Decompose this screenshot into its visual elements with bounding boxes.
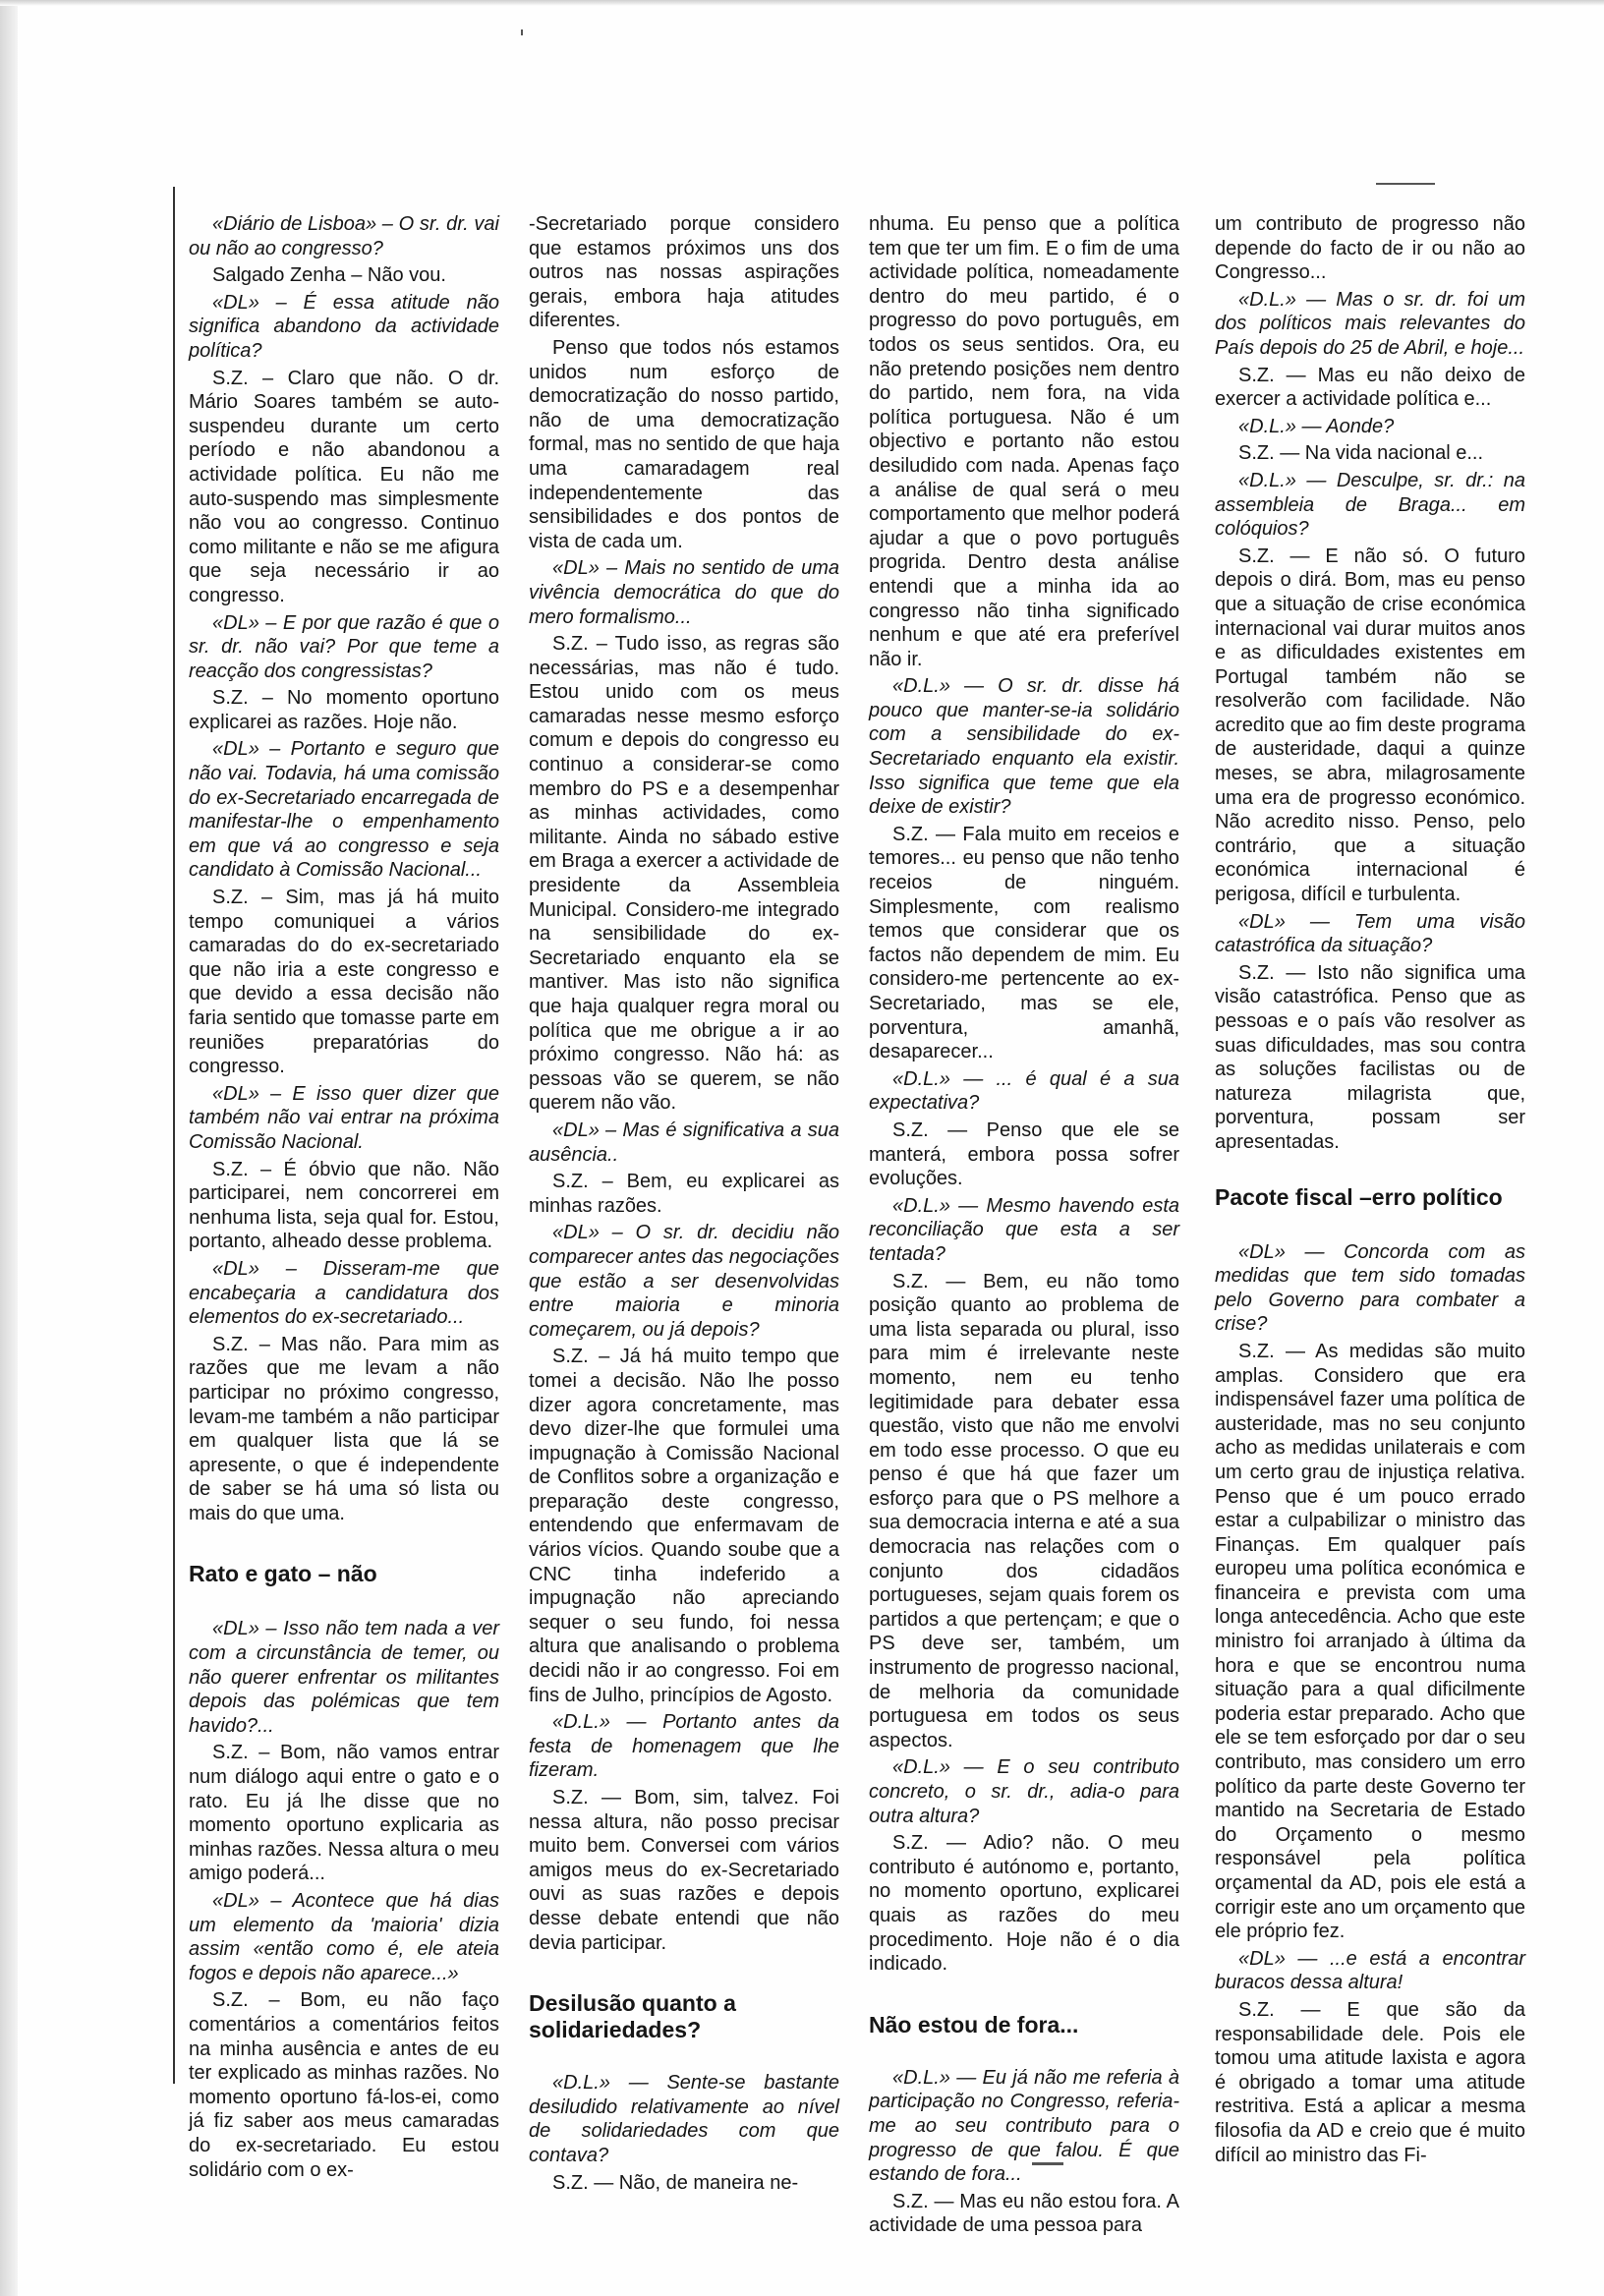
interviewer-question: «D.L.» — Desculpe, sr. dr.: na assembleia de Braga... em colóquios? — [1215, 469, 1525, 541]
continued-answer: nhuma. Eu penso que a política tem que ter um fim. E o fim de uma actividade política, nomeadamente dentro do meu partido, é o progresso do povo português, em todos os seus sentidos. Ora, eu não pretendo posições nem dentro do partido, nem fora, na vida política portuguesa. Não é um objectivo e portanto não estou desiludido com nada. Apenas faço a análise de qual será o meu comportamento que melhor poderá ajudar a que o povo português progrida. Dentro desta análise entendi que a minha ida ao congresso não tinha significado nenhum e que até era preferível não ir. — [869, 213, 1179, 670]
interviewee-answer: S.Z. – No momento oportuno explicarei as razões. Hoje não. — [189, 687, 499, 733]
interviewer-question: «D.L.» — O sr. dr. disse há pouco que manter-se-ia solidário com a sensibilidade do ex-Secretariado enquanto ela existir. Isso significa que teme que ela deixe de existir? — [869, 675, 1179, 819]
interviewer-question: «DL» – É essa atitude não significa abandono da actividade política? — [189, 291, 499, 362]
interviewee-answer: S.Z. — Mas eu não estou fora. A actividade de uma pessoa para — [869, 2190, 1179, 2237]
interviewer-question: «DL» – Mais no sentido de uma vivência democrática do que do mero formalismo... — [529, 557, 839, 628]
interviewee-answer: Salgado Zenha – Não vou. — [212, 264, 446, 287]
interviewer-question: «DL» – Isso não tem nada a ver com a circunstância de temer, ou não querer enfrentar os militantes depois das polémicas que tem havido?... — [189, 1618, 499, 1737]
interviewer-question: «DL» — ...e está a encontrar buracos dessa altura! — [1215, 1947, 1525, 1994]
interviewee-answer: S.Z. — Bem, eu não tomo posição quanto ao problema de uma lista separada ou plural, isso para mim é irrelevante neste momento, nem eu tenho legitimidade para debater essa questão, visto que não me envolvi em todo esse processo. O que eu penso é que há que fazer um esforço para que o PS melhore a sua democracia interna e até a sua democracia nas relações com o conjunto dos cidadãos portugueses, sejam quais forem os partidos a que pertençam; e que o PS deve ser, também, um instrumento de progresso nacional, de melhoria da comunidade portuguesa em todos os seus aspectos. — [869, 1270, 1179, 1751]
section-heading: Pacote fiscal –erro político — [1215, 1183, 1503, 1210]
interviewer-question: «DL» – E por que razão é que o sr. dr. não vai? Por que teme a reacção dos congressistas? — [189, 611, 499, 682]
interviewer-question: «D.L.» — Mesmo havendo esta reconciliação que esta a ser tentada? — [869, 1194, 1179, 1265]
interviewer-question: «DL» — Tem uma visão catastrófica da situação? — [1215, 910, 1525, 957]
article-column-3 — [869, 212, 1179, 2241]
interviewee-answer: S.Z. – Tudo isso, as regras são necessárias, mas não é tudo. Estou unido com os meus camaradas nesse mesmo esforço comum e depois do congresso eu continuo a considerar-se como membro do PS e a desempenhar as minhas actividades, como militante. Ainda no sábado estive em Braga a exercer a actividade de presidente da Assembleia Municipal. Considero-me integrado na sensibilidade do ex-Secretariado enquanto ela se mantiver. Mas isto não significa que haja qualquer regra moral ou política que me obrigue a ir ao próximo congresso. Não há: as pessoas vão se querem, se não querem não vão. — [529, 633, 839, 1115]
interviewee-answer: S.Z. – Sim, mas já há muito tempo comuniquei a vários camaradas do do ex-secretariado que não iria a este congresso e que devido a essa decisão não faria sentido que tomasse parte em reuniões preparatórias do congresso. — [189, 887, 499, 1078]
interviewer-question: «DL» – Disseram-me que encabeçaria a candidatura dos elementos do ex-secretariado... — [189, 1257, 499, 1329]
interviewer-question: «D.L.» — Eu já não me referia à participação no Congresso, referia-me ao seu contributo para o progresso de que falou. É que estando de fora... — [869, 2066, 1179, 2186]
interviewee-answer: S.Z. – Claro que não. O dr. Mário Soares também se auto-suspendeu durante um certo período e não abandonou a actividade política. Eu não me auto-suspendo mas simplesmente não vou ao congresso. Continuo como militante e não se me afigura que seja necessário ir ao congresso. — [189, 367, 499, 606]
interviewer-question: «DL» – Acontece que há dias um elemento da 'maioria' dizia assim «então como é, ele ateia fogos e depois não aparece...» — [189, 1890, 499, 1984]
section-heading: Não estou de fora... — [869, 2011, 1079, 2038]
article-column-4 — [1215, 212, 1525, 2170]
interviewee-answer: S.Z. – Mas não. Para mim as razões que me levam a não participar no próximo congresso, levam-me também a não participar em qualquer lista que lá se apresente, o que é independente de saber se há uma só lista ou mais do que uma. — [189, 1333, 499, 1524]
interviewee-answer: S.Z. – Já há muito tempo que tomei a decisão. Não lhe posso dizer agora concretamente, mas devo dizer-lhe que formulei uma impugnação à Comissão Nacional de Conflitos sobre a organização e preparação deste congresso, entendendo que enfermavam de vários vícios. Quando soube que a CNC tinha indeferido a impugnação não apreciando sequer o seu fundo, foi nessa altura que analisando o problema decidi não ir ao congresso. Foi em fins de Julho, princípios de Agosto. — [529, 1346, 839, 1706]
interviewer-question: «D.L.» — Mas o sr. dr. foi um dos políticos mais relevantes do País depois do 25 de Abril, e hoje... — [1215, 288, 1525, 359]
interviewee-answer: S.Z. — Fala muito em receios e temores... eu penso que não tenho receios de ninguém. Simplesmente, com realismo temos que considerar que os factos não dependem de mim. Eu considero-me pertencente ao ex-Secretariado, mas se ele, porventura, amanhã, desaparecer... — [869, 823, 1179, 1063]
interviewee-answer: Penso que todos nós estamos unidos num esforço de democratização do nosso partido, não de uma democratização formal, mas no sentido de que haja uma camaradagem real independentemente das sensibilidades e dos pontos de vista de cada um. — [529, 336, 839, 552]
interviewer-question: «D.L.» — Aonde? — [1238, 415, 1395, 437]
interviewee-answer: S.Z. – Bem, eu explicarei as minhas razões. — [529, 1171, 839, 1217]
interviewee-answer: S.Z. — Não, de maneira ne- — [552, 2171, 799, 2194]
interviewer-question: «DL» — Concorda com as medidas que tem sido tomadas pelo Governo para combater a crise? — [1215, 1240, 1525, 1336]
scan-speck — [1376, 183, 1435, 185]
interviewee-answer: S.Z. — Mas eu não deixo de exercer a actividade política e... — [1215, 364, 1525, 411]
interviewee-answer: S.Z. — Na vida nacional e... — [1238, 442, 1484, 465]
article-column-1 — [189, 212, 499, 2185]
interviewee-answer: S.Z. — E que são da responsabilidade dele. Pois ele tomou uma atitude laxista e agora é obrigado a tomar uma atitude restritiva. Está a aplicar a mesma filosofia da AD e creio que é muito difícil ao ministro das Fi- — [1215, 1998, 1525, 2166]
interviewee-answer: S.Z. — Adio? não. O meu contributo é autónomo e, portanto, no momento oportuno, explicarei quais as razões do meu procedimento. Hoje não é o dia indicado. — [869, 1832, 1179, 1976]
interviewee-answer: S.Z. — As medidas são muito amplas. Considero que era indispensável fazer uma política de austeridade, mas no seu conjunto acho as medidas unilaterais e com um certo grau de injustiça relativa. Penso que é um pouco errado estar a culpabilizar o ministro das Finanças. Em qualquer país europeu uma política económica e financeira e prevista com uma longa antecedência. Acho que este ministro foi arranjado à última da hora e que se encontrou numa situação para a qual dificilmente poderia estar preparado. Acho que ele se tem esforçado por dar o seu contributo, mas considero um erro político da parte deste Governo ter mantido na Secretaria de Estado do Orçamento o mesmo responsável pela política orçamental da AD, pois ele está a corrigir este ano um orçamento que ele próprio fez. — [1215, 1340, 1525, 1943]
interviewer-question: «DL» – Portanto e seguro que não vai. Todavia, há uma comissão do ex-Secretariado encarregada de manifestar-lhe o empenhamento em que vá ao congresso e seja candidato à Comissão Nacional... — [189, 738, 499, 882]
interviewer-question: «D.L.» — E o seu contributo concreto, o sr. dr., adia-o para outra altura? — [869, 1756, 1179, 1827]
column-rule — [173, 187, 175, 2084]
continued-answer: -Secretariado porque considero que estamos próximos uns dos outros nas nossas aspirações gerais, embora haja atitudes diferentes. — [529, 213, 839, 332]
article-column-2 — [529, 212, 839, 2198]
interviewee-answer: S.Z. — Penso que ele se manterá, embora possa sofrer evoluções. — [869, 1119, 1179, 1190]
scan-page-edge — [0, 0, 18, 2296]
interviewee-answer: S.Z. — E não só. O futuro depois o dirá. Bom, mas eu penso que a situação de crise económica internacional vai durar muitos anos e as dificuldades existentes em Portugal também não se resolverão com facilidade. Não acredito que ao fim deste programa de austeridade, daqui a quinze meses, se abra, milagrosamente uma era de progresso económico. Não acredito nisso. Penso, pelo contrário, que a situação económica internacional é perigosa, difícil e turbulenta. — [1215, 545, 1525, 906]
section-heading: Desilusão quanto a solidariedades? — [529, 1990, 736, 2043]
section-heading: Rato e gato – não — [189, 1561, 377, 1587]
scan-top-edge — [0, 0, 1604, 6]
interviewer-question: «DL» – O sr. dr. decidiu não comparecer antes das negociações que estão a ser desenvolvidas entre maioria e minoria começarem, ou já depois? — [529, 1222, 839, 1341]
interviewee-answer: S.Z. — Bom, sim, talvez. Foi nessa altura, não posso precisar muito bem. Conversei com vários amigos meus do ex-Secretariado ouvi as suas razões e depois desse debate entendi que não devia participar. — [529, 1787, 839, 1954]
interviewee-answer: S.Z. — Isto não significa uma visão catastrófica. Penso que as pessoas e o país vão resolver as suas dificuldades, mas sou contra as soluções facilistas ou de natureza milagrista que, porventura, possam ser apresentadas. — [1215, 961, 1525, 1153]
interviewer-question: «DL» – E isso quer dizer que também não vai entrar na próxima Comissão Nacional. — [189, 1082, 499, 1153]
interviewee-answer: S.Z. – Bom, eu não faço comentários a comentários feitos na minha ausência e antes de eu ter explicado as minhas razões. No momento oportuno fá-los-ei, como já fiz saber aos meus camaradas do ex-secretariado. Eu estou solidário com o ex- — [189, 1989, 499, 2181]
interviewer-question: «D.L.» — Sente-se bastante desiludido relativamente ao nível de solidariedades com que contava? — [529, 2072, 839, 2166]
scan-speck — [521, 29, 523, 35]
interviewee-answer: S.Z. – Bom, não vamos entrar num diálogo aqui entre o gato e o rato. Eu já lhe disse que no momento oportuno explicaria as minhas razões. Nessa altura o meu amigo poderá... — [189, 1742, 499, 1885]
interviewer-question: «DL» – Mas é significativa a sua ausência.. — [529, 1119, 839, 1166]
interviewer-question: «D.L.» — ... é qual é a sua expectativa? — [869, 1067, 1179, 1115]
interviewer-question: «D.L.» — Portanto antes da festa de homenagem que lhe fizeram. — [529, 1711, 839, 1782]
interviewee-answer: S.Z. – É óbvio que não. Não participarei, nem concorrerei em nenhuma lista, seja qual for. Estou, portanto, alheado desse problema. — [189, 1158, 499, 1253]
continued-answer: um contributo de progresso não depende do facto de ir ou não ao Congresso... — [1215, 213, 1525, 284]
interviewer-question: «Diário de Lisboa» – O sr. dr. vai ou não ao congresso? — [189, 213, 499, 259]
